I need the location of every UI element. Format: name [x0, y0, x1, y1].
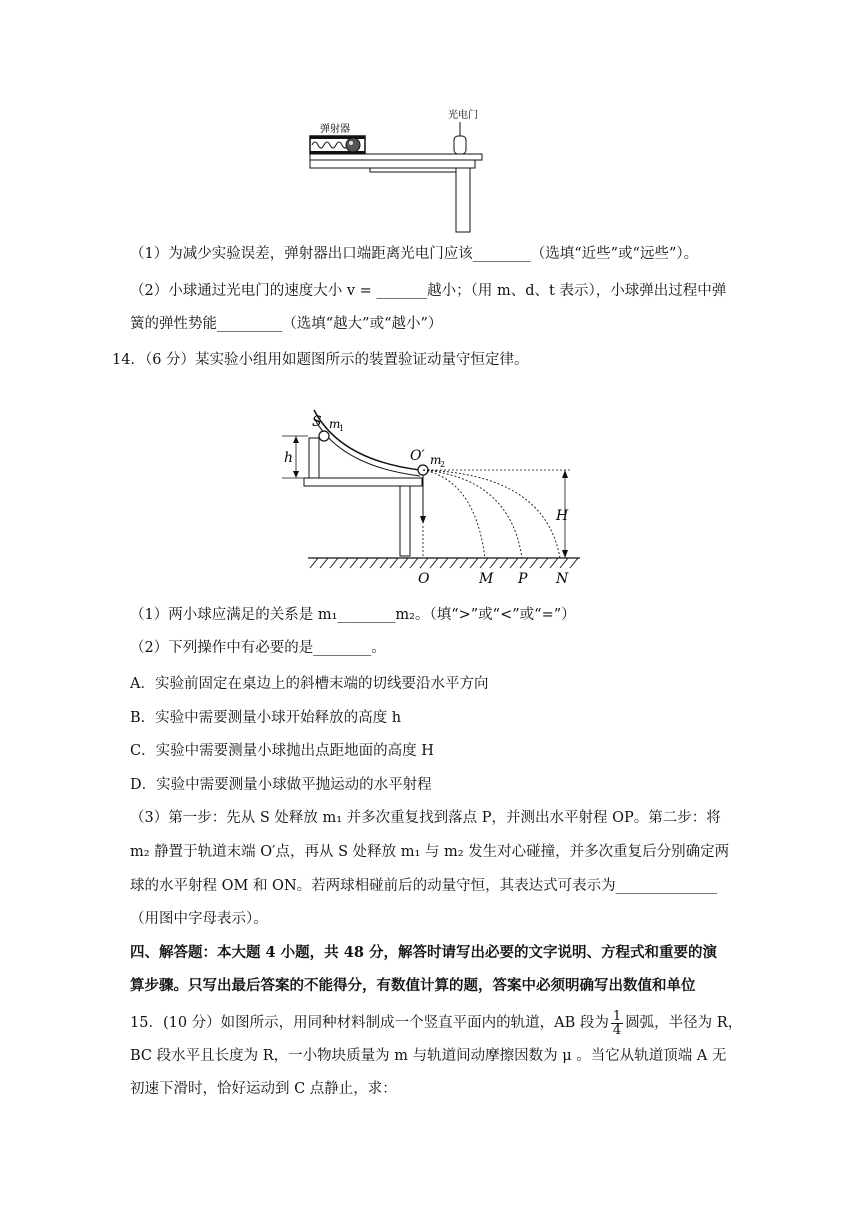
q14-part3-line4: （用图中字母表示）。: [130, 911, 268, 927]
label-O-prime: O′: [410, 448, 425, 464]
photogate-label: 光电门: [448, 110, 478, 121]
label-h: h: [284, 450, 294, 466]
label-O: O: [418, 571, 430, 587]
q13-part2-line2: 簧的弹性势能_________（选填“越大”或“越小”）: [130, 316, 443, 332]
label-H: H: [556, 508, 569, 524]
momentum-apparatus-figure: [280, 400, 585, 590]
q14-part2: （2）下列操作中有必要的是________。: [130, 640, 386, 656]
q14-part3-line2: m₂ 静置于轨道末端 O′点，再从 S 处释放 m₁ 与 m₂ 发生对心碰撞，并多次重复后分别确定两: [130, 844, 730, 860]
q14-option-c: C．实验中需要测量小球抛出点距地面的高度 H: [130, 743, 434, 759]
q14-option-b: B．实验中需要测量小球开始释放的高度 h: [130, 710, 402, 726]
q15-line1-tail: 圆弧，半径为 R，: [625, 1015, 743, 1031]
label-S: S: [312, 414, 322, 430]
q15-line1-text: 15．(10 分）如图所示，用同种材料制成一个竖直平面内的轨道，AB 段为: [130, 1015, 609, 1031]
launcher-photogate-figure: [300, 104, 490, 234]
q14-option-a: A．实验前固定在桌边上的斜槽末端的切线要沿水平方向: [130, 676, 489, 692]
q14-stem: 14．（6 分）某实验小组用如题图所示的装置验证动量守恒定律。: [112, 352, 529, 368]
quarter-fraction: [611, 1010, 623, 1037]
q15-line1: [130, 1008, 742, 1038]
section4-heading-line1: 四、解答题：本大题 4 小题，共 48 分，解答时请写出必要的文字说明、方程式和重要的演: [130, 944, 717, 961]
q14-part3-line3: 球的水平射程 OM 和 ON。若两球相碰前后的动量守恒，其表达式可表示为______________: [130, 878, 718, 894]
q14-part1: （1）两小球应满足的关系是 m₁________m₂。（填“>”或“<”或“=”）: [130, 607, 576, 623]
label-m1-sub: 1: [339, 424, 345, 433]
label-M: M: [479, 571, 494, 587]
q13-part1: （1）为减少实验误差，弹射器出口端距离光电门应该________（选填“近些”或“远些”）。: [130, 246, 699, 262]
fraction-numerator: 1: [612, 1008, 622, 1024]
q13-part2-line1: （2）小球通过光电门的速度大小 v = _______越小；（用 m、d、t 表示），小球弹出过程中弹: [130, 283, 727, 299]
label-m2-sub: 2: [440, 460, 446, 469]
label-m1: m: [329, 417, 341, 431]
q14-option-d: D．实验中需要测量小球做平抛运动的水平射程: [130, 777, 432, 793]
label-m2: m: [430, 453, 442, 467]
section4-heading-line2: 算步骤。只写出最后答案的不能得分，有数值计算的题，答案中必须明确写出数值和单位: [130, 977, 696, 994]
q15-line3: 初速下滑时，恰好运动到 C 点静止，求：: [130, 1081, 397, 1097]
launcher-label: 弹射器: [320, 124, 350, 135]
label-P: P: [518, 571, 528, 587]
q15-line2: BC 段水平且长度为 R，一小物块质量为 m 与轨道间动摩擦因数为 μ 。当它从轨道顶端 A 无: [130, 1048, 727, 1064]
label-N: N: [556, 571, 569, 587]
fraction-denominator: 4: [612, 1022, 622, 1038]
q14-part3-line1: （3）第一步：先从 S 处释放 m₁ 并多次重复找到落点 P，并测出水平射程 OP。第二步：将: [130, 810, 721, 826]
